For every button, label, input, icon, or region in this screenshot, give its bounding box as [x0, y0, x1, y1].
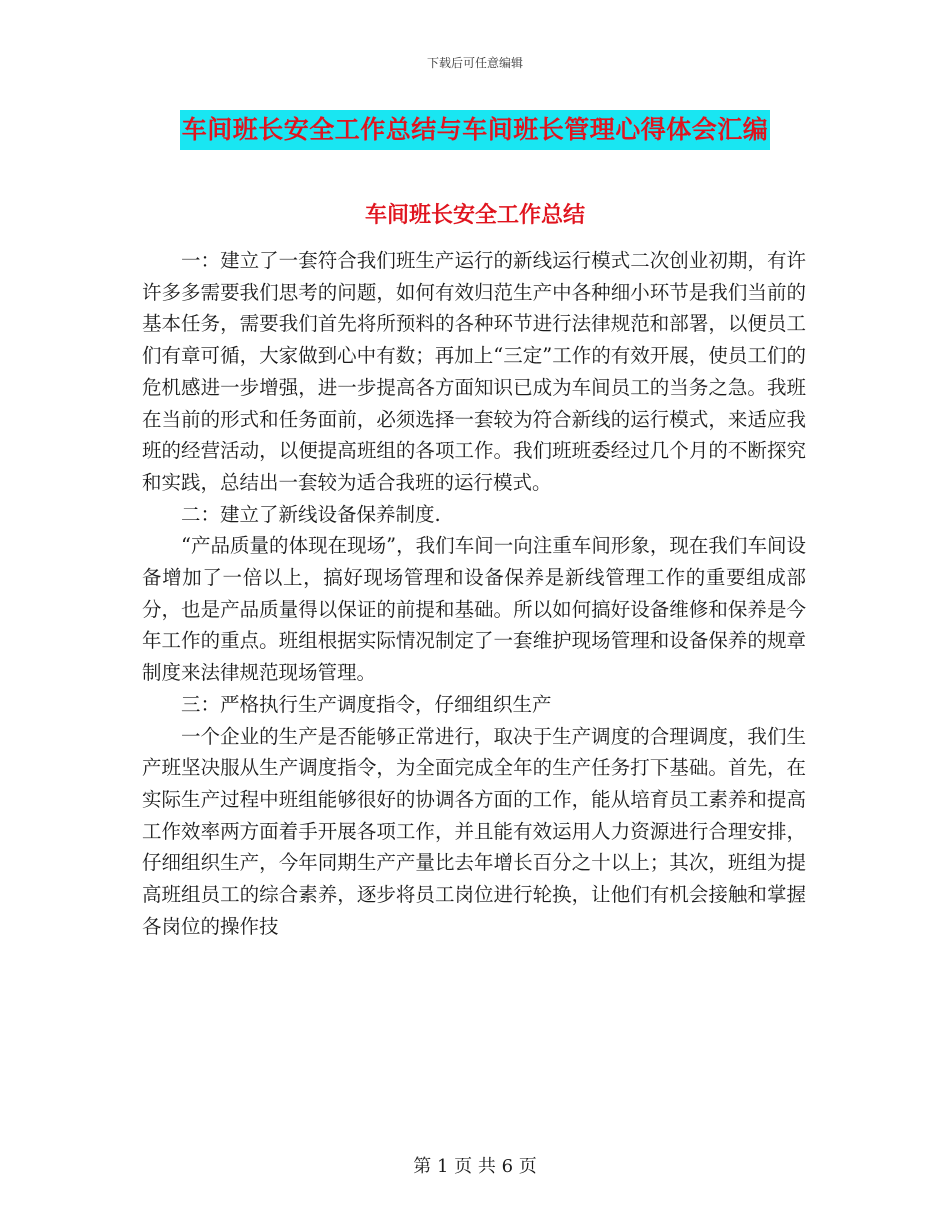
paragraph-2: 二：建立了新线设备保养制度. — [181, 502, 441, 526]
paragraph-5: 一个企业的生产是否能够正常进行，取决于生产调度的合理调度，我们生产班坚决服从生产调度指令，为全面完成全年的生产任务打下基础。首先，在实际生产过程中班组能够很好的协调各方面的工作，能从培育员工素养和提高工作效率两方面着手开展各项工作，并且能有效运用人力资源进行合理安排，仔细组织生产，今年同期生产产量比去年增长百分之十以上；其次，班组为提高班组员工的综合素养，逐步将员工岗位进行轮换，让他们有机会接触和掌握各岗位的操作技 — [142, 724, 806, 938]
document-body — [142, 245, 806, 942]
header-note: 下载后可任意编辑 — [426, 56, 523, 70]
section-title: 车间班长安全工作总结 — [364, 203, 585, 228]
paragraph-4: 三：严格执行生产调度指令，仔细组织生产 — [181, 692, 552, 716]
paragraph-3: “产品质量的体现在现场”，我们车间一向注重车间形象，现在我们车间设备增加了一倍以上，搞好现场管理和设备保养是新线管理工作的重要组成部分，也是产品质量得以保证的前提和基础。所以如何搞好设备维修和保养是今年工作的重点。班组根据实际情况制定了一套维护现场管理和设备保养的规章制度来法律规范现场管理。 — [142, 534, 806, 685]
main-title-wrap — [0, 110, 950, 150]
paragraph-1: 一：建立了一套符合我们班生产运行的新线运行模式二次创业初期，有许许多多需要我们思考的问题，如何有效归范生产中各种细小环节是我们当前的基本任务，需要我们首先将所预料的各种环节进行法律规范和部署，以便员工们有章可循，大家做到心中有数；再加上“三定”工作的有效开展，使员工们的危机感进一步增强，进一步提高各方面知识已成为车间员工的当务之急。我班在当前的形式和任务面前，必须选择一套较为符合新线的运行模式，来适应我班的经营活动，以便提高班组的各项工作。我们班班委经过几个月的不断探究和实践，总结出一套较为适合我班的运行模式。 — [142, 249, 806, 494]
page-footer: 第 1 页 共 6 页 — [413, 1156, 537, 1177]
main-title: 车间班长安全工作总结与车间班长管理心得体会汇编 — [180, 110, 771, 150]
